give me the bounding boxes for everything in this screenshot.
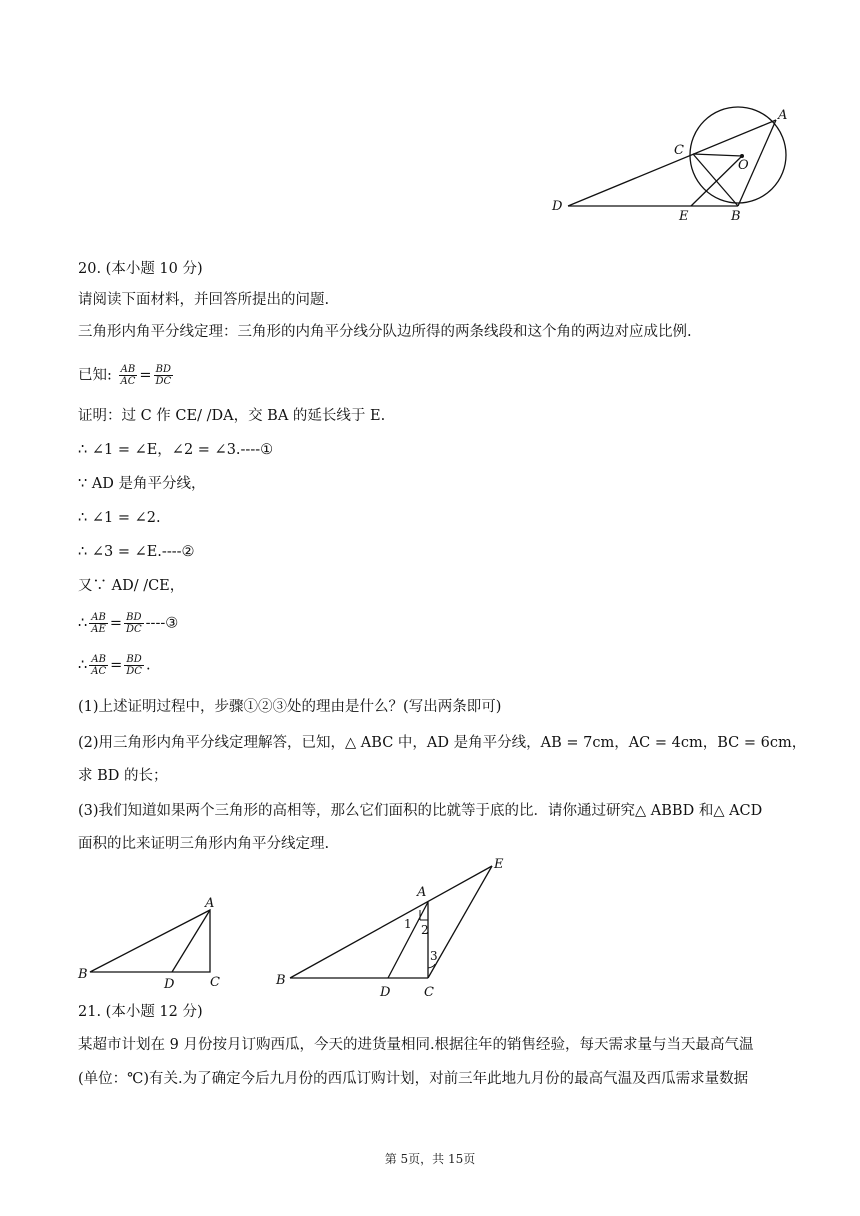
segment-be	[290, 866, 492, 978]
label-angle-1: 1	[404, 917, 412, 931]
fraction-bd-dc-2: $\frac{BD}{DC}$	[125, 612, 142, 635]
q20-theorem: 三角形内角平分线定理：三角形的内角平分线分队边所得的两条线段和这个角的两边对应成比例.	[78, 324, 692, 340]
q20-sub1: (1)上述证明过程中，步骤①②③处的理由是什么？(写出两条即可)	[78, 699, 502, 715]
page-footer: 第 5页，共 15页	[384, 1152, 476, 1166]
label-o: O	[738, 158, 749, 173]
fraction-ab-ac-2: $\frac{AB}{AC}$	[91, 654, 107, 677]
q20-step1: ∴ ∠1 = ∠E，∠2 = ∠3.----①	[78, 442, 274, 458]
circle-figure	[548, 100, 798, 230]
label-d: D	[552, 199, 563, 214]
fraction-bd-dc: $\frac{BD}{DC}$	[155, 364, 172, 387]
label-c-left: C	[210, 975, 220, 990]
q20-intro: 请阅读下面材料，并回答所提出的问题.	[78, 292, 330, 308]
fraction-bd-dc-3: $\frac{BD}{DC}$	[126, 654, 142, 677]
q20-sub2a: (2)用三角形内角平分线定理解答，已知，△ ABC 中，AD 是角平分线，AB = 7cm，AC = 4cm，BC = 6cm，	[78, 735, 807, 751]
fraction-ab-ac: $\frac{AB}{AC}$	[120, 364, 136, 387]
q20-proof: 证明：过 C 作 CE/ /DA，交 BA 的延长线于 E.	[78, 408, 386, 424]
q20-final: ∴ $\frac{AB}{AC}$ = $\frac{BD}{DC}$ .	[78, 654, 151, 677]
label-angle-2: 2	[421, 923, 429, 937]
q20-again: 又∵ AD/ /CE，	[78, 578, 185, 594]
triangle-figure-right	[270, 850, 520, 1000]
segment-co	[693, 154, 742, 156]
label-e-right: E	[494, 857, 504, 872]
segment-ad-right	[388, 902, 428, 978]
q20-sub3b: 面积的比来证明三角形内角平分线定理.	[78, 836, 330, 852]
label-c: C	[674, 143, 684, 158]
q20-header: 20. (本小题 10 分)	[78, 261, 203, 277]
q21-line1: 某超市计划在 9 月份按月订购西瓜，今天的进货量相同.根据往年的销售经验，每天需求量与当天最高气温	[78, 1037, 754, 1053]
q21-line2: (单位：℃)有关.为了确定今后九月份的西瓜订购计划，对前三年此地九月份的最高气温及西瓜需求量数据	[78, 1071, 749, 1087]
label-b-left: B	[78, 967, 88, 982]
label-c-right: C	[424, 985, 434, 1000]
label-a-left: A	[205, 896, 215, 911]
q20-sub2b: 求 BD 的长；	[78, 768, 168, 784]
label-a: A	[778, 108, 788, 123]
segment-ce	[691, 154, 693, 206]
q20-because-ad: ∵ AD 是角平分线，	[78, 476, 206, 492]
known-prefix: 已知:	[78, 367, 117, 384]
triangle-abc	[90, 910, 210, 972]
q20-step3: ∴ $\frac{AB}{AE}$ = $\frac{BD}{DC}$ ----③	[78, 612, 179, 635]
q21-header: 21. (本小题 12 分)	[78, 1004, 203, 1020]
triangle-figure-left	[74, 892, 234, 992]
q20-known: 已知: $\frac{AB}{AC}$ = $\frac{BD}{DC}$	[78, 364, 172, 387]
label-a-right: A	[417, 885, 427, 900]
q20-sub3a: (3)我们知道如果两个三角形的高相等，那么它们面积的比就等于底的比．请你通过研究△ ABBD 和△ ACD	[78, 803, 763, 819]
label-d-left: D	[164, 977, 175, 992]
label-d-right: D	[380, 985, 391, 1000]
label-b-right: B	[276, 973, 286, 988]
label-angle-3: 3	[430, 949, 438, 963]
label-e: E	[679, 209, 689, 224]
fraction-ab-ae: $\frac{AB}{AE}$	[91, 612, 106, 635]
label-b: B	[731, 209, 741, 224]
q20-step2: ∴ ∠3 = ∠E.----②	[78, 544, 195, 560]
q20-step-angle12: ∴ ∠1 = ∠2.	[78, 510, 161, 526]
